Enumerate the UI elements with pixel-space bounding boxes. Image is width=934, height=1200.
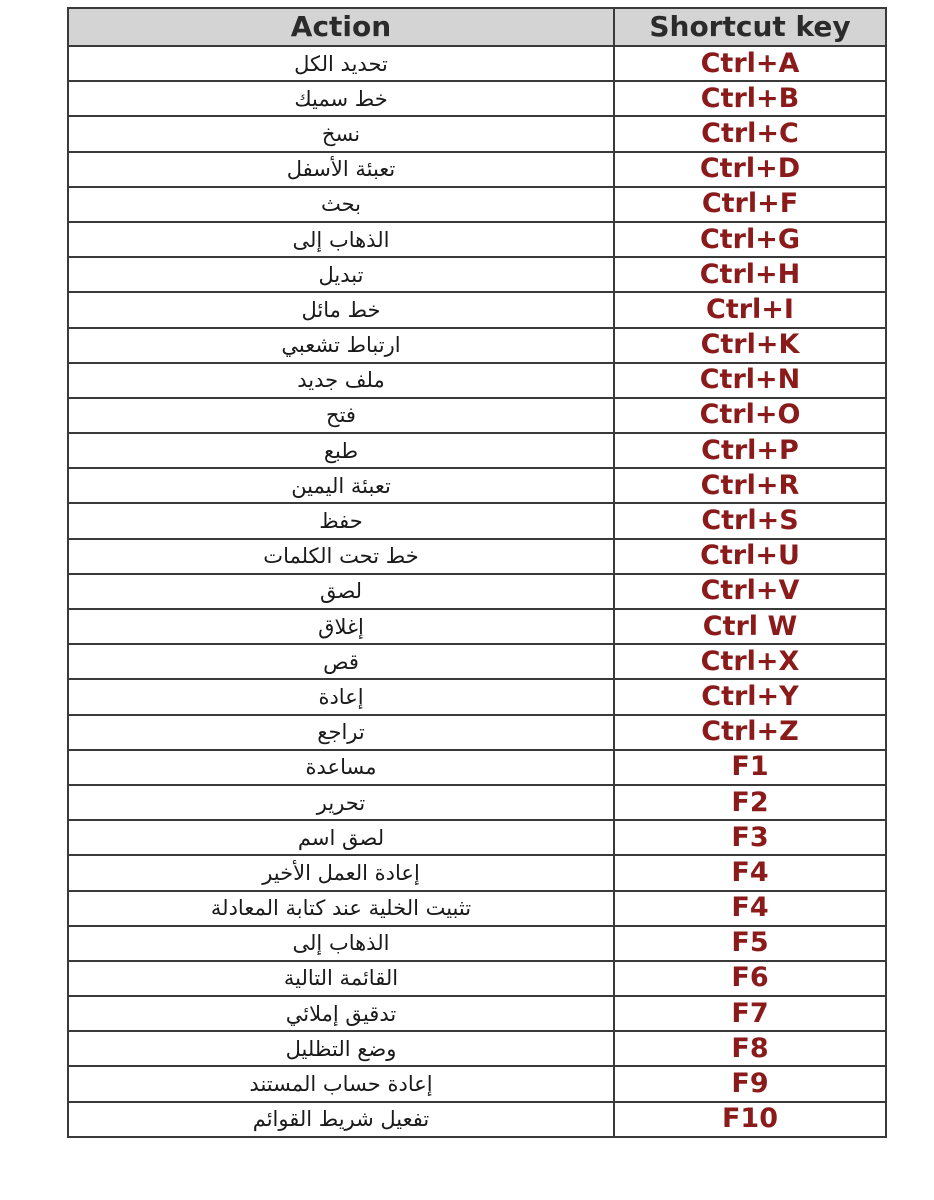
action-cell: طبع — [68, 433, 614, 468]
action-cell: فتح — [68, 398, 614, 433]
shortcut-key-cell: Ctrl+A — [614, 46, 886, 81]
action-cell: إعادة — [68, 679, 614, 714]
shortcut-key-cell: F10 — [614, 1102, 886, 1137]
shortcut-key-cell: F5 — [614, 926, 886, 961]
action-cell: تبديل — [68, 257, 614, 292]
action-cell: خط سميك — [68, 81, 614, 116]
table-row — [68, 539, 886, 574]
shortcut-key-cell: Ctrl+U — [614, 539, 886, 574]
action-cell: الذهاب إلى — [68, 222, 614, 257]
table-row — [68, 152, 886, 187]
shortcut-key-cell: F4 — [614, 891, 886, 926]
action-cell: القائمة التالية — [68, 961, 614, 996]
action-cell: حفظ — [68, 503, 614, 538]
shortcut-key-cell: Ctrl+X — [614, 644, 886, 679]
action-cell: تحديد الكل — [68, 46, 614, 81]
shortcut-key-cell: F7 — [614, 996, 886, 1031]
action-cell: بحث — [68, 187, 614, 222]
table-row — [68, 292, 886, 327]
action-cell: ارتباط تشعبي — [68, 328, 614, 363]
shortcut-key-cell: Ctrl+F — [614, 187, 886, 222]
table-row — [68, 222, 886, 257]
table-row — [68, 116, 886, 151]
table-header — [68, 8, 886, 46]
shortcut-key-cell: Ctrl+N — [614, 363, 886, 398]
action-column-header: Action — [68, 8, 614, 46]
table-row — [68, 926, 886, 961]
action-cell: إغلاق — [68, 609, 614, 644]
table-row — [68, 257, 886, 292]
shortcut-key-cell: Ctrl+R — [614, 468, 886, 503]
table-row — [68, 785, 886, 820]
action-cell: وضع التظليل — [68, 1031, 614, 1066]
table-row — [68, 187, 886, 222]
shortcut-key-cell: Ctrl+Y — [614, 679, 886, 714]
action-cell: تدقيق إملائي — [68, 996, 614, 1031]
shortcut-key-cell: Ctrl+G — [614, 222, 886, 257]
shortcut-table — [67, 7, 887, 1138]
table-row — [68, 81, 886, 116]
table-row — [68, 715, 886, 750]
action-cell: تعبئة الأسفل — [68, 152, 614, 187]
shortcut-key-cell: Ctrl+P — [614, 433, 886, 468]
shortcut-column-header: Shortcut key — [614, 8, 886, 46]
action-cell: لصق اسم — [68, 820, 614, 855]
header-row — [68, 8, 886, 46]
action-cell: تراجع — [68, 715, 614, 750]
table-row — [68, 855, 886, 890]
table-row — [68, 468, 886, 503]
action-cell: مساعدة — [68, 750, 614, 785]
table-row — [68, 679, 886, 714]
action-cell: إعادة حساب المستند — [68, 1066, 614, 1101]
table-row — [68, 363, 886, 398]
action-cell: ملف جديد — [68, 363, 614, 398]
table-row — [68, 574, 886, 609]
table-row — [68, 328, 886, 363]
table-row — [68, 820, 886, 855]
table-row — [68, 609, 886, 644]
shortcut-key-cell: F6 — [614, 961, 886, 996]
shortcut-key-cell: Ctrl+Z — [614, 715, 886, 750]
table-row — [68, 961, 886, 996]
shortcut-key-cell: F4 — [614, 855, 886, 890]
shortcut-key-cell: Ctrl+I — [614, 292, 886, 327]
shortcut-key-cell: Ctrl+O — [614, 398, 886, 433]
table-row — [68, 1066, 886, 1101]
shortcut-key-cell: Ctrl+B — [614, 81, 886, 116]
shortcut-key-cell: Ctrl+V — [614, 574, 886, 609]
table-body — [68, 46, 886, 1137]
shortcut-key-cell: F1 — [614, 750, 886, 785]
shortcut-key-cell: Ctrl+C — [614, 116, 886, 151]
shortcut-key-cell: F3 — [614, 820, 886, 855]
table-row — [68, 46, 886, 81]
action-cell: لصق — [68, 574, 614, 609]
table-row — [68, 1031, 886, 1066]
table-row — [68, 996, 886, 1031]
shortcut-key-cell: Ctrl+H — [614, 257, 886, 292]
shortcut-key-cell: Ctrl+K — [614, 328, 886, 363]
action-cell: تحرير — [68, 785, 614, 820]
action-cell: نسخ — [68, 116, 614, 151]
action-cell: تفعيل شريط القوائم — [68, 1102, 614, 1137]
action-cell: الذهاب إلى — [68, 926, 614, 961]
action-cell: خط تحت الكلمات — [68, 539, 614, 574]
table-row — [68, 644, 886, 679]
table-row — [68, 750, 886, 785]
table-row — [68, 433, 886, 468]
shortcut-key-cell: F2 — [614, 785, 886, 820]
action-cell: قص — [68, 644, 614, 679]
action-cell: تثبيت الخلية عند كتابة المعادلة — [68, 891, 614, 926]
shortcut-key-cell: F8 — [614, 1031, 886, 1066]
table-row — [68, 503, 886, 538]
shortcut-key-cell: Ctrl+S — [614, 503, 886, 538]
action-cell: تعبئة اليمين — [68, 468, 614, 503]
table-row — [68, 398, 886, 433]
shortcut-sheet — [67, 7, 885, 1138]
table-row — [68, 1102, 886, 1137]
action-cell: إعادة العمل الأخير — [68, 855, 614, 890]
action-cell: خط مائل — [68, 292, 614, 327]
table-row — [68, 891, 886, 926]
shortcut-key-cell: F9 — [614, 1066, 886, 1101]
shortcut-key-cell: Ctrl W — [614, 609, 886, 644]
shortcut-key-cell: Ctrl+D — [614, 152, 886, 187]
